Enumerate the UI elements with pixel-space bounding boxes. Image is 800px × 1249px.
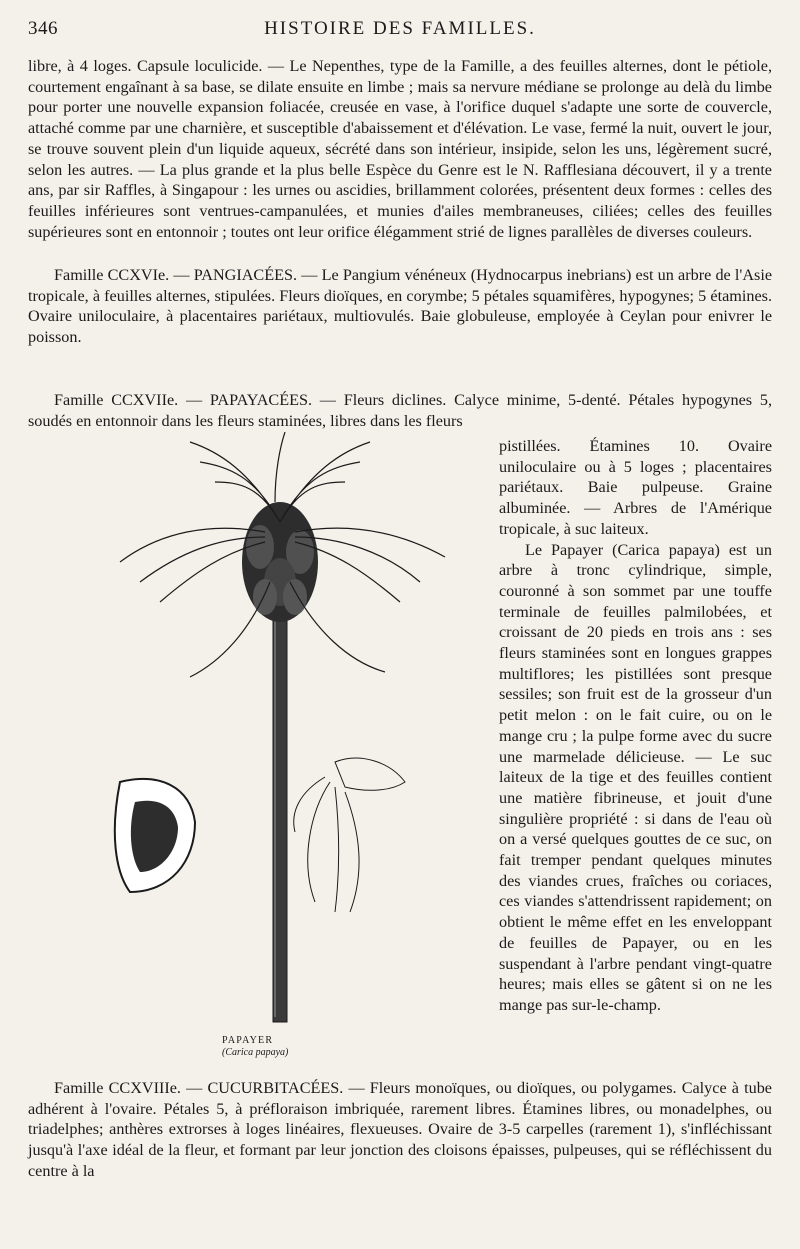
fruit-cross-section — [115, 779, 195, 892]
family-218-section — [28, 1078, 772, 1182]
papayacees-right-text: pistillées. Étamines 10. Ovaire uniloculaire ou à 5 loges ; placentaires pariétaux. Baie pulpeuse. Graine albuminée. — Arbres de l'Amérique tropicale, à suc laiteux. — [499, 437, 772, 538]
pangiacees-text: Famille CCXVIe. — PANGIACÉES. — Le Pangium vénéneux (Hydnocarpus inebrians) est un arbre de l'Asie tropicale, à feuilles alternes, stipulées. Fleurs dioïques, en corymbe; 5 pétales squamifères, hypogynes; 5 étamines. Ovaire uniloculaire, à placentaires pariétaux, multiovulés. Baie globuleuse, employée à Ceylan pour enivrer le poisson. — [28, 266, 772, 347]
page-header — [28, 18, 772, 48]
family-217-heading — [28, 390, 772, 431]
papaya-tree-illustration — [100, 432, 490, 1032]
nepenthes-text: libre, à 4 loges. Capsule loculicide. — Le Nepenthes, type de la Famille, a des feuilles alternes, dont le pétiole, courtement engaînant à sa base, se dilate ensuite en limbe ; mais sa nervure médiane se prolonge au delà du limbe pour porter une nouvelle expansion foliacée, creusée en vase, à l'orifice duquel s'adapte une sorte de couvercle, attaché comme par une charnière, et susceptible d'abaissement et d'élévation. Le vase, fermé la nuit, ouvert le jour, se trouve souvent plein d'un liquide aqueux, sécrété dans son intérieur, insipide, selon les uns, légèrement sucré, selon les autres. — La plus grande et la plus belle Espèce du Genre est le N. Rafflesiana découvert, il y a trente ans, par sir Raffles, à Singapour : les urnes ou ascidies, brillamment colorées, présentent deux formes : celles des feuilles inférieures sont ventrues-campanulées, et munies d'ailes membraneuses, ciliées; celles des feuilles supérieures sont en entonnoir ; toutes ont leur orifice élégamment strié de lignes parallèles de diverses couleurs. — [28, 57, 772, 241]
papayer-text: Le Papayer (Carica papaya) est un arbre à tronc cylindrique, simple, couronné à son sommet par une touffe terminale de feuilles palmilobées, et croissant de 20 pieds en trois ans : ses fleurs staminées sont en longues grappes multiflores; les pistillées sont presque sessiles; son fruit est de la grosseur d'un petit melon : on le fait cuire, ou on le mange cru ; la pulpe forme avec du sucre une marmelade délicieuse. — Le suc laiteux de la tige et des feuilles contient une matière fibrineuse, et jouit d'une singulière propriété : si dans de l'eau où on a versé quelques gouttes de ce suc, on fait tremper pendant quelques minutes des viandes crues, fraîches ou coriaces, ces viandes s'attendrissent rapidement; on obtient le même effet en les enveloppant de feuilles de Papayer, ou en les suspendant à l'arbre pendant vingt-quatre heures; mais elles se gâtent si on ne les mange pas sur-le-champ. — [499, 540, 772, 1014]
figure-caption-title: PAPAYER — [222, 1035, 274, 1046]
figure-caption-subtitle: (Carica papaya) — [222, 1047, 289, 1058]
page-number: 346 — [28, 18, 58, 39]
family-216-section — [28, 265, 772, 348]
family-217-right-column — [499, 436, 772, 1016]
cucurbitacees-text: Famille CCXVIIIe. — CUCURBITACÉES. — Fleurs monoïques, ou dioïques, ou polygames. Calyce à tube adhérent à l'ovaire. Pétales 5, à préfloraison imbriquée, rarement libres. Étamines libres, ou monadelphes, ou triadelphes; anthères extrorses à loges linéaires, flexueuses. Ovaire de 3-5 carpelles (rarement 1), s'infléchissant jusqu'à l'axe idéal de la fleur, et formant par leur jonction des cloisons épaisses, pulpeuses, qui se réfléchissent du centre à la — [28, 1079, 772, 1180]
nepenthes-paragraph — [28, 56, 772, 242]
leaf-detail — [294, 758, 405, 912]
tree-trunk — [273, 602, 287, 1022]
figure-caption — [222, 1035, 392, 1059]
fruit-cluster — [242, 502, 318, 622]
papayacees-heading-text: Famille CCXVIIe. — PAPAYACÉES. — Fleurs diclines. Calyce minime, 5-denté. Pétales hypogynes 5, soudés en entonnoir dans les fleurs staminées, libres dans les fleurs — [28, 391, 772, 430]
running-title: HISTOIRE DES FAMILLES. — [264, 18, 536, 39]
